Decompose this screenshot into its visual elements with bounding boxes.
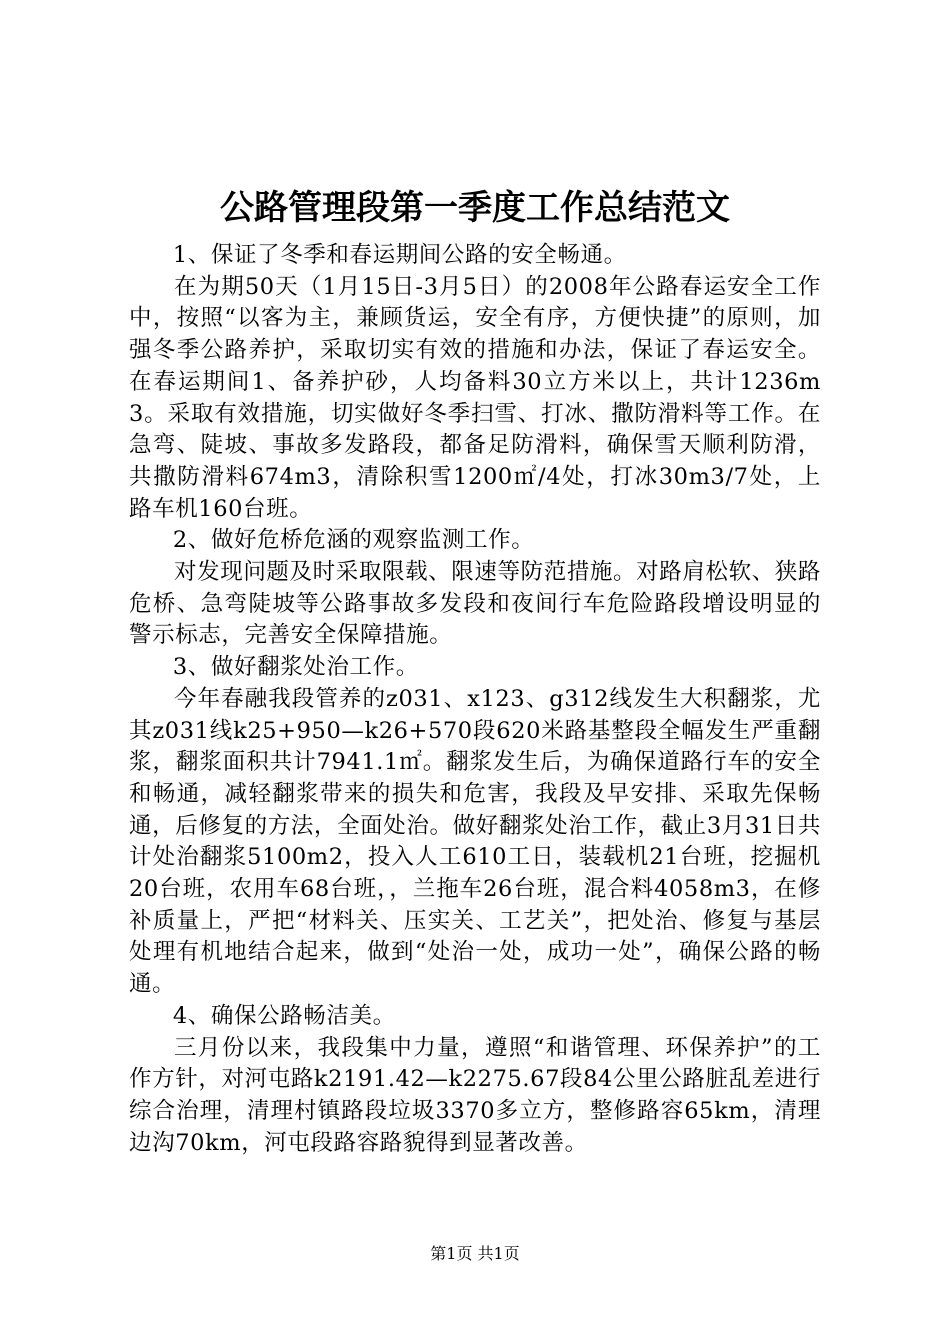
section-heading-2: 2、做好危桥危涵的观察监测工作。	[172, 527, 535, 554]
document-body	[129, 240, 821, 1159]
paragraph-spring-transport-safety: 在为期50天（1月15日-3月5日）的2008年公路春运安全工作中，按照“以客为主，兼顾货运，安全有序，方便快捷”的原则，加强冬季公路养护，采取切实有效的措施和办法，保证了春运安全。在春运期间1、备养护砂，人均备料30立方米以上，共计1236m3。采取有效措施，切实做好冬季扫雪、打冰、撒防滑料等工作。在急弯、陡坡、事故多发路段，都备足防滑料，确保雪天顺利防滑，共撒防滑料674m3，清除积雪1200㎡/4处，打冰30m3/7处，上路车机160台班。	[129, 273, 821, 522]
section-heading-4: 4、确保公路畅洁美。	[172, 1002, 396, 1029]
document-title: 公路管理段第一季度工作总结范文	[220, 188, 730, 228]
paragraph-road-cleanliness: 三月份以来，我段集中力量，遵照“和谐管理、环保养护”的工作方针，对河屯路k2191.42—k2275.67段84公里公路脏乱差进行综合治理，清理村镇路段垃圾3370多立方，整修路容65km，清理边沟70km，河屯段路容路貌得到显著改善。	[129, 1034, 821, 1156]
paragraph-frost-boiling-treatment: 今年春融我段管养的z031、x123、g312线发生大积翻浆，尤其z031线k25+950—k26+570段620米路基整段全幅发生严重翻浆，翻浆面积共计7941.1㎡。翻浆发生后，为确保道路行车的安全和畅通，减轻翻浆带来的损失和危害，我段及早安排、采取先保畅通，后修复的方法，全面处治。做好翻浆处治工作，截止3月31日共计处治翻浆5100m2，投入人工610工日，装载机21台班，挖掘机20台班，农用车68台班，，兰拖车26台班，混合料4058m3，在修补质量上，严把“材料关、压实关、工艺关”，把处治、修复与基层处理有机地结合起来，做到“处治一处，成功一处”，确保公路的畅通。	[129, 685, 821, 998]
paragraph-bridge-monitoring: 对发现问题及时采取限载、限速等防范措施。对路肩松软、狭路危桥、急弯陡坡等公路事故多发段和夜间行车危险路段增设明显的警示标志，完善安全保障措施。	[129, 559, 821, 649]
section-heading-1: 1、保证了冬季和春运期间公路的安全畅通。	[172, 242, 627, 268]
page-footer: 第1页 共1页	[430, 1244, 520, 1263]
section-heading-3: 3、做好翻浆处治工作。	[172, 654, 419, 681]
